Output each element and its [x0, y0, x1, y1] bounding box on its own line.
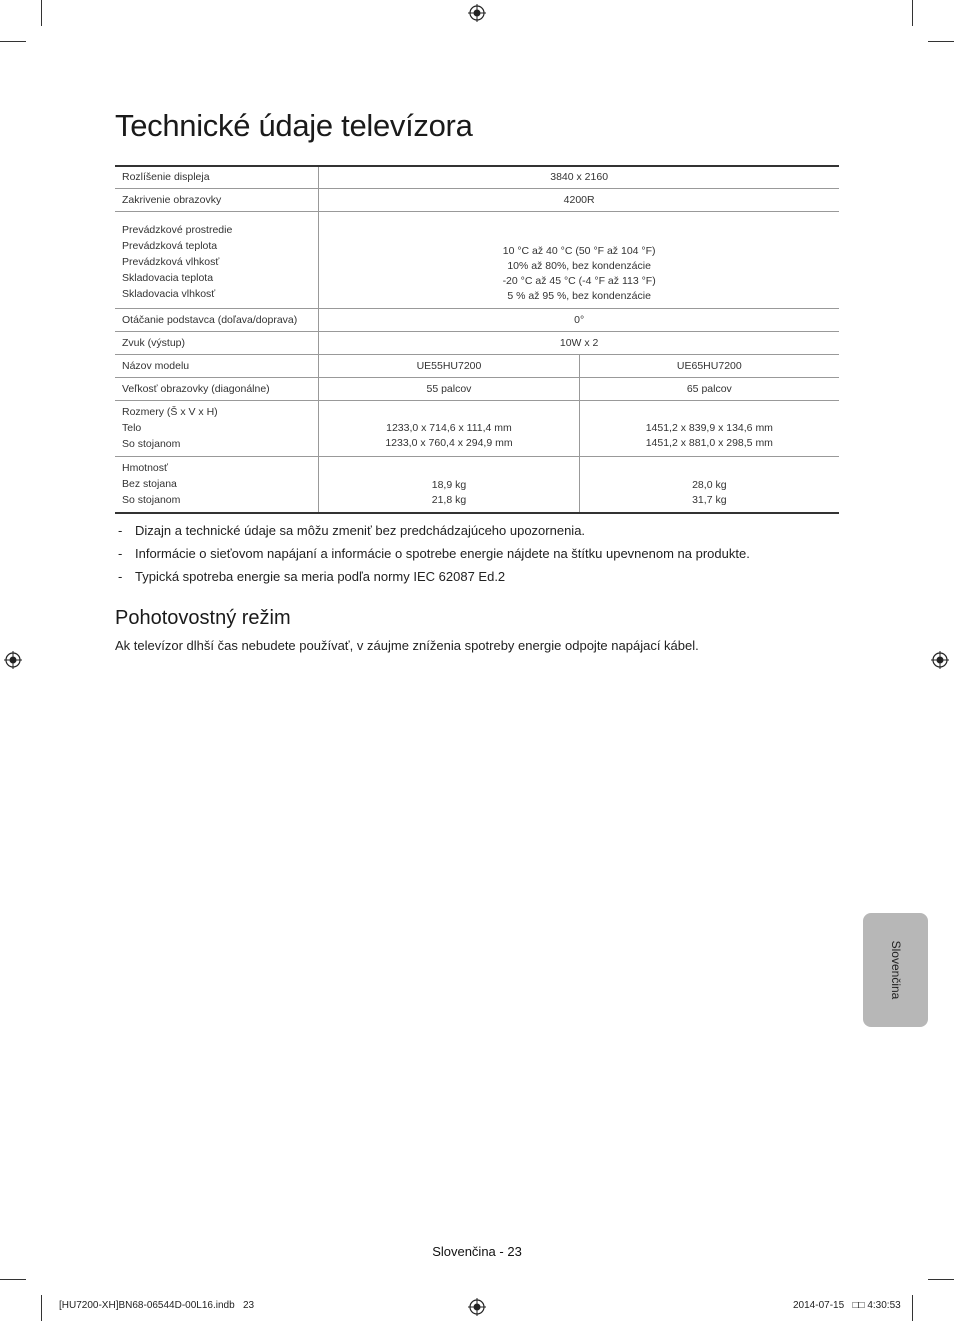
model-a-value: UE55HU7200 [319, 354, 579, 377]
row-label: Otáčanie podstavca (doľava/doprava) [115, 308, 319, 331]
crop-mark-tr-h [928, 41, 954, 42]
table-row [115, 400, 839, 456]
row-label: Veľkosť obrazovky (diagonálne) [115, 377, 319, 400]
print-timestamp: 2014-07-15 □□ 4:30:53 [793, 1300, 901, 1311]
model-a-value: 55 palcov [319, 377, 579, 400]
row-value: 10 °C až 40 °C (50 °F až 104 °F) [502, 244, 656, 257]
registration-mark-right-icon [931, 651, 949, 669]
row-label: So stojanom [122, 493, 181, 506]
row-label: Bez stojana [122, 477, 177, 490]
section-paragraph: Ak televízor dlhší čas nebudete používať, v záujme zníženia spotreby energie odpojte napájací kábel. [115, 638, 699, 653]
row-label: Skladovacia vlhkosť [122, 287, 216, 300]
model-b-value-group [579, 400, 839, 456]
registration-mark-bottom-icon [468, 1298, 486, 1316]
table-row [115, 188, 839, 211]
model-a-value: 1233,0 x 714,6 x 111,4 mm [386, 421, 512, 434]
language-side-tab [863, 913, 928, 1027]
model-b-value: 1451,2 x 881,0 x 298,5 mm [645, 436, 773, 449]
model-b-value: 1451,2 x 839,9 x 134,6 mm [645, 421, 773, 434]
row-value: 0° [319, 308, 839, 331]
page-number: Slovenčina - 23 [432, 1244, 522, 1259]
row-value: 5 % až 95 %, bez kondenzácie [507, 289, 651, 302]
model-b-value: 28,0 kg [692, 478, 727, 491]
table-row [115, 308, 839, 331]
row-value: 10% až 80%, bez kondenzácie [507, 259, 651, 272]
row-value: -20 °C až 45 °C (-4 °F až 113 °F) [502, 274, 656, 287]
model-a-value: 21,8 kg [431, 493, 467, 506]
spec-table [115, 165, 839, 514]
row-value: 10W x 2 [319, 331, 839, 354]
row-label: Hmotnosť [122, 461, 168, 474]
table-row [115, 331, 839, 354]
table-row [115, 354, 839, 377]
table-row [115, 166, 839, 188]
model-b-value: UE65HU7200 [579, 354, 839, 377]
row-value: 3840 x 2160 [319, 166, 839, 188]
row-label: Prevádzková vlhkosť [122, 255, 220, 268]
crop-mark-br-v [912, 1295, 913, 1321]
table-row [115, 377, 839, 400]
registration-mark-top-icon [468, 4, 486, 22]
registration-mark-left-icon [4, 651, 22, 669]
row-label-group [115, 456, 319, 513]
row-label-group [115, 400, 319, 456]
crop-mark-bl-h [0, 1279, 26, 1280]
model-a-value: 18,9 kg [431, 478, 467, 491]
crop-mark-tl-h [0, 41, 26, 42]
model-b-value: 31,7 kg [692, 493, 727, 506]
row-value-group [319, 211, 839, 308]
section-heading: Pohotovostný režim [115, 607, 291, 629]
model-b-value: 65 palcov [579, 377, 839, 400]
list-dash: - [118, 569, 123, 584]
list-dash: - [118, 546, 123, 561]
note-text: Dizajn a technické údaje sa môžu zmeniť bez predchádzajúceho upozornenia. [135, 523, 586, 538]
row-label: Skladovacia teplota [122, 271, 214, 284]
row-label: Zakrivenie obrazovky [115, 188, 319, 211]
table-row [115, 211, 839, 308]
model-a-value: 1233,0 x 760,4 x 294,9 mm [385, 436, 513, 449]
row-label: Zvuk (výstup) [115, 331, 319, 354]
row-label: Rozmery (Š x V x H) [122, 405, 218, 418]
crop-mark-tl-v [41, 0, 42, 26]
note-text: Typická spotreba energie sa meria podľa normy IEC 62087 Ed.2 [135, 569, 506, 584]
row-label: So stojanom [122, 437, 181, 450]
print-file-info: [HU7200-XH]BN68-06544D-00L16.indb 23 [59, 1300, 255, 1311]
row-label: Názov modelu [115, 354, 319, 377]
row-value: 4200R [319, 188, 839, 211]
crop-mark-bl-v [41, 1295, 42, 1321]
row-label-group [115, 211, 319, 308]
row-label: Rozlíšenie displeja [115, 166, 319, 188]
side-tab-label: Slovenčina [888, 940, 903, 1000]
model-b-value-group [579, 456, 839, 513]
page-title: Technické údaje televízora [115, 108, 473, 143]
crop-mark-br-h [928, 1279, 954, 1280]
model-a-value-group [319, 456, 579, 513]
crop-mark-tr-v [912, 0, 913, 26]
list-dash: - [118, 523, 123, 538]
model-a-value-group [319, 400, 579, 456]
row-label: Prevádzkové prostredie [122, 223, 233, 236]
row-label: Prevádzková teplota [122, 239, 218, 252]
table-row [115, 456, 839, 513]
row-label: Telo [122, 421, 142, 434]
note-text: Informácie o sieťovom napájaní a informácie o spotrebe energie nájdete na štítku upevnenom na produkte. [135, 546, 750, 561]
